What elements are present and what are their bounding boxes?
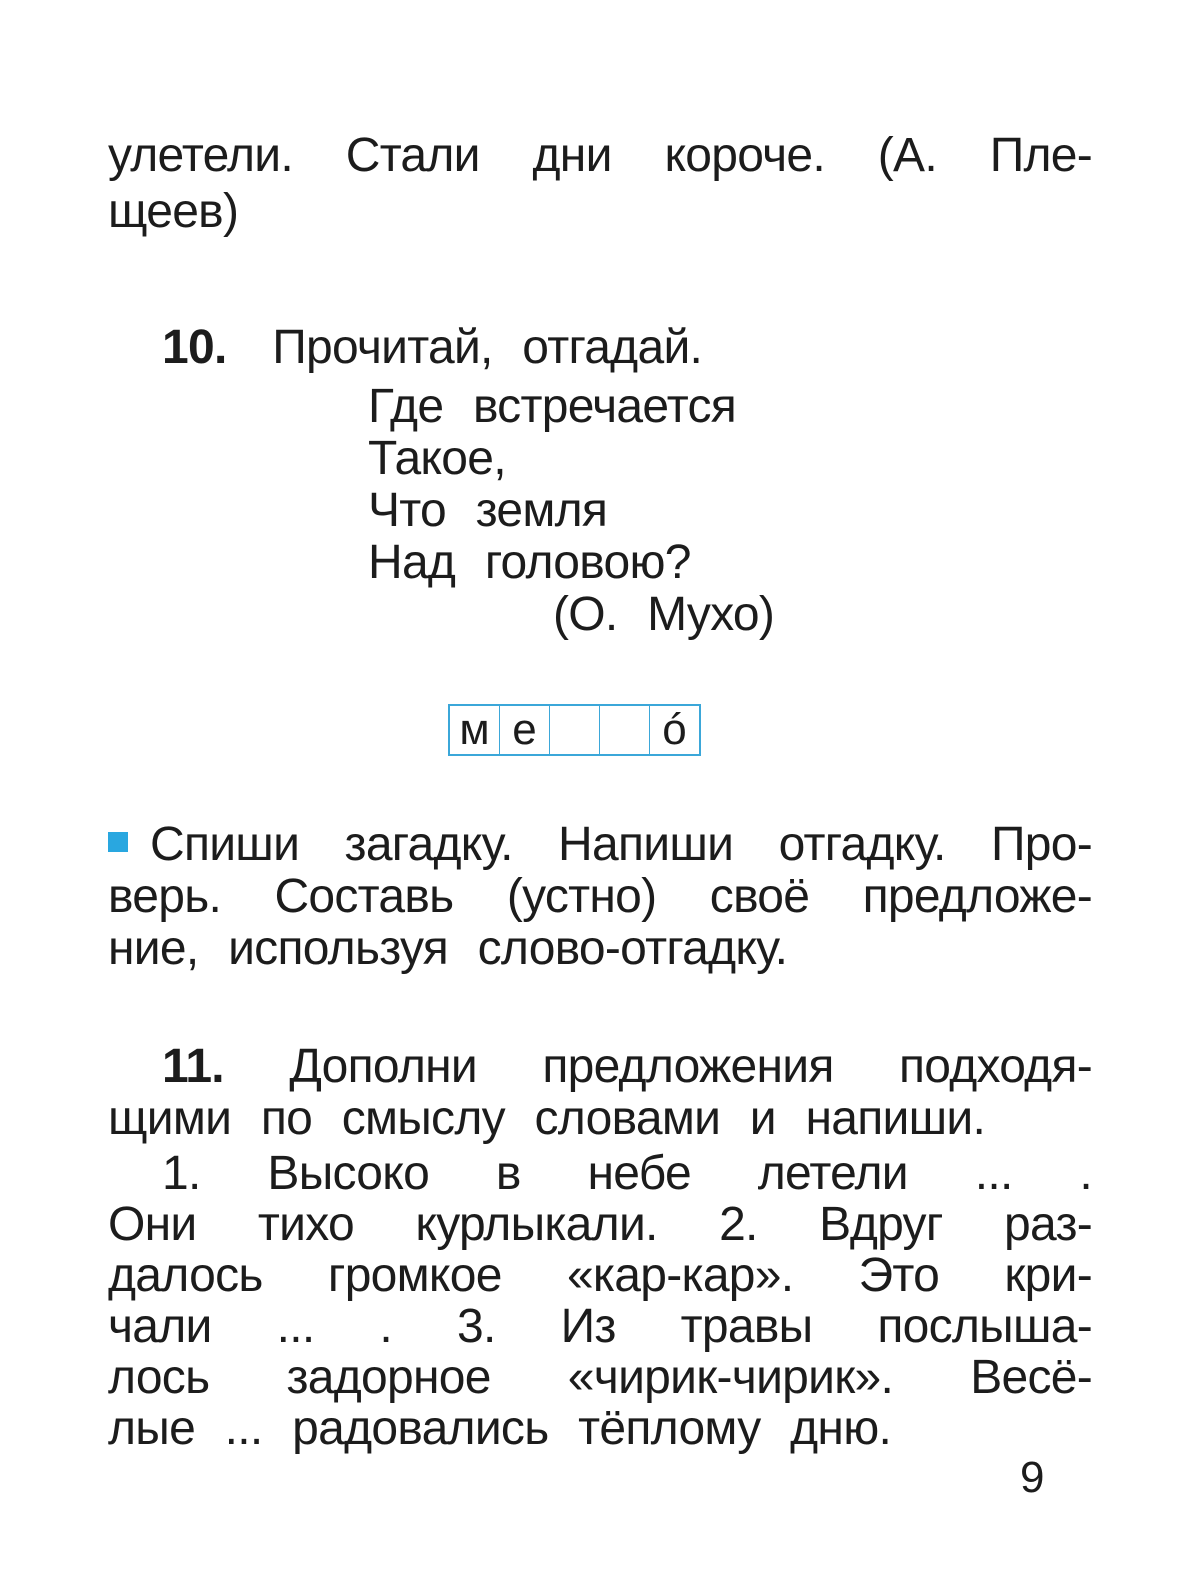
body-line: лось задорное «чирик-чирик». Весё- — [108, 1351, 1092, 1404]
poem-line: Что земля — [368, 484, 608, 537]
exercise-11-body — [108, 1148, 1092, 1454]
riddle-poem — [368, 381, 968, 641]
body-line: лые ... радовались тёплому дню. — [108, 1402, 892, 1455]
task-line: Спиши загадку. Напиши отгадку. Про- — [150, 818, 1092, 871]
text-line: щеев) — [108, 185, 239, 238]
grid-cell: е — [499, 706, 549, 754]
poem-line: Где встречается — [368, 380, 737, 433]
poem-line: Такое, — [368, 432, 506, 485]
grid-cell — [599, 706, 649, 754]
page-number: 9 — [1020, 1453, 1045, 1502]
exercise-10-header — [108, 322, 1092, 374]
body-line: далось громкое «кар-кар». Это кри- — [108, 1249, 1092, 1302]
exercise-10-title-line — [108, 322, 1092, 374]
carryover-paragraph — [108, 128, 1092, 240]
poem-line: Над головою? — [368, 536, 691, 589]
exercise-11-number: 11. — [162, 1040, 224, 1093]
exercise-10-title: Прочитай, отгадай. — [272, 321, 703, 374]
task-instruction — [108, 819, 1092, 975]
exercise-11-title-line: щими по смыслу словами и напиши. — [108, 1092, 986, 1145]
exercise-11-header — [108, 1041, 1092, 1145]
exercise-11-title: Дополни предложения подходя- — [289, 1040, 1092, 1093]
task-line: верь. Составь (устно) своё предложе- — [108, 870, 1092, 923]
body-line: 1. Высоко в небе летели ... . — [162, 1147, 1092, 1200]
grid-cell — [549, 706, 599, 754]
grid-cell: м — [459, 705, 490, 754]
text-line: улетели. Стали дни короче. (А. Пле- — [108, 129, 1092, 182]
body-line: Они тихо курлыкали. 2. Вдруг раз- — [108, 1198, 1092, 1251]
exercise-11-title-line — [108, 1041, 1092, 1093]
answer-grid — [448, 704, 701, 756]
exercise-10-number: 10. — [162, 321, 227, 374]
square-bullet-icon — [108, 832, 128, 852]
task-line: ние, используя слово-отгадку. — [108, 922, 788, 975]
poem-author: (О. Мухо) — [553, 588, 775, 641]
grid-cell: ó — [649, 706, 699, 754]
body-line: чали ... . 3. Из травы послыша- — [108, 1300, 1092, 1353]
